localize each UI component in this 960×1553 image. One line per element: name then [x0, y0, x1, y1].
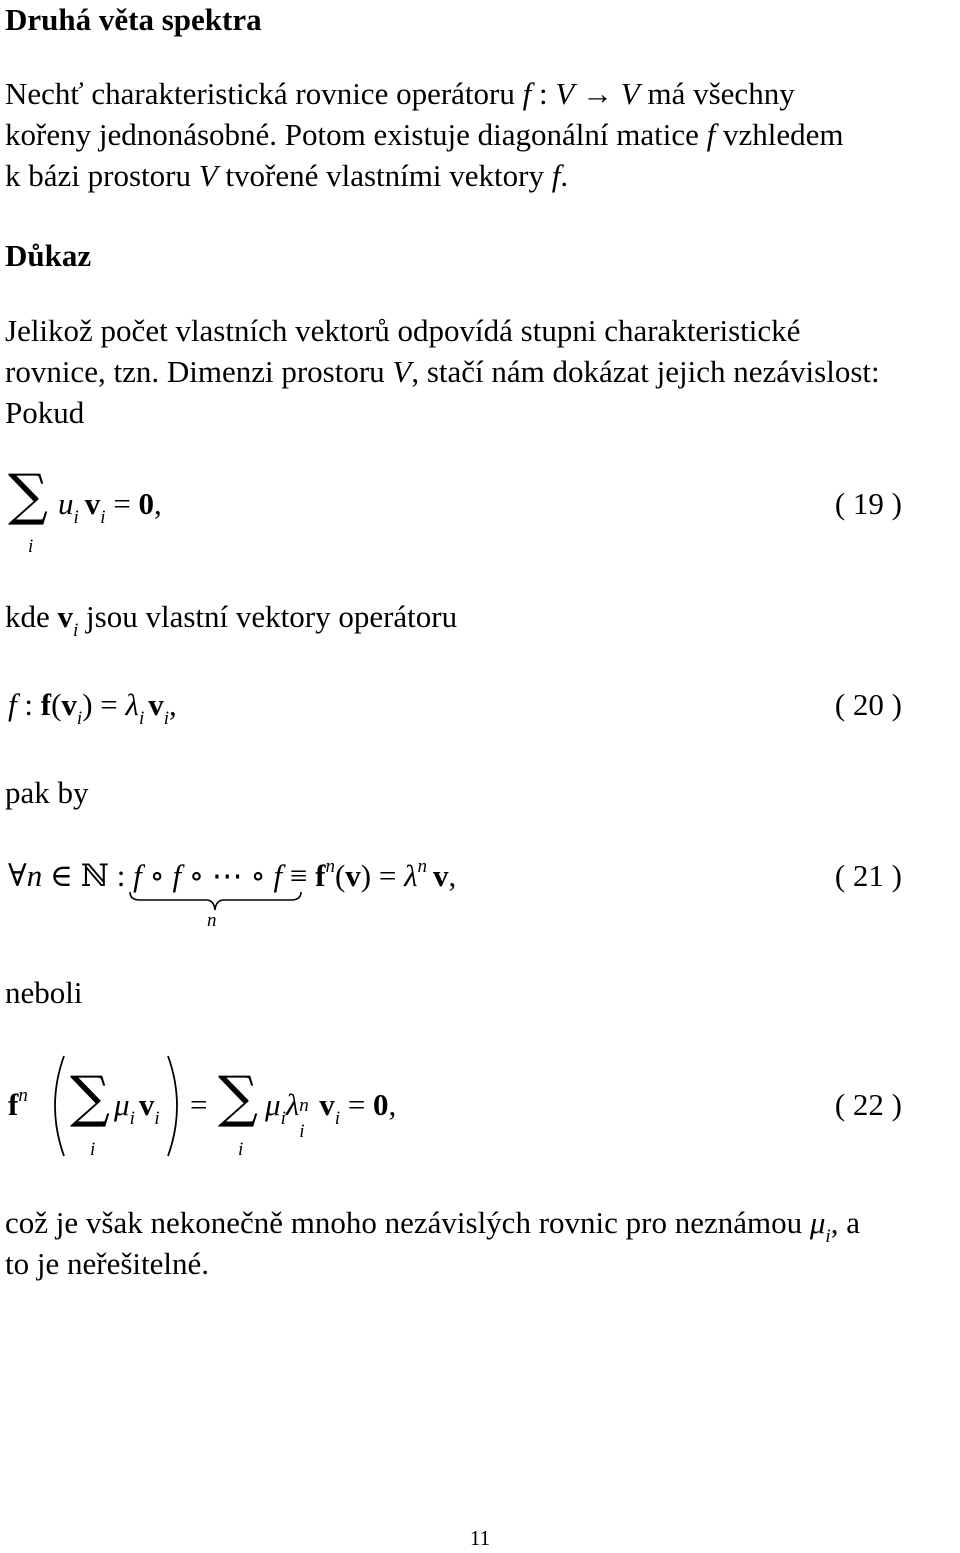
equation-22-left-term: $\mu_i$ $v_i$: [114, 1087, 160, 1129]
proof-title: Důkaz: [5, 238, 92, 273]
equation-22-number: ( 22 ): [834, 1087, 902, 1122]
sum-index-2: i: [238, 1139, 244, 1160]
text-pak-by: pak by: [5, 775, 89, 810]
sum-index: i: [28, 536, 34, 557]
theorem-line-2: kořeny jednonásobné. Potom existuje diagonální matice f vzhledem: [5, 116, 844, 152]
sum-symbol: ∑: [8, 463, 48, 528]
equation-22-right-term: $\mu_i\lambda$ n i $v_i = 0$,: [265, 1087, 397, 1142]
conclusion-line-1: což je však nekonečně mnoho nezávislých rovnic pro neznámou $\mu_i$, a: [5, 1205, 860, 1247]
conclusion: [5, 1203, 940, 1285]
equation-22-f: $f^n$: [8, 1085, 28, 1122]
left-paren: [40, 1053, 70, 1159]
equation-19-body: $u_i$ $v_i = 0$,: [58, 486, 162, 528]
theorem-title: Druhá věta spektra: [5, 2, 262, 37]
text-neboli: neboli: [5, 975, 83, 1010]
sum-index-1: i: [90, 1139, 96, 1160]
equation-20-number: ( 20 ): [834, 687, 902, 722]
theorem-line-1: Nechť charakteristická rovnice operátoru f : V → V má všechny: [5, 76, 795, 111]
proof-text: [5, 311, 940, 434]
conclusion-line-2: to je neřešitelné.: [5, 1245, 209, 1281]
underbrace-label: n: [207, 910, 217, 931]
sum-symbol-2: ∑: [218, 1065, 258, 1130]
theorem-statement: [5, 74, 940, 197]
proof-line-2: rovnice, tzn. Dimenzi prostoru V, stačí nám dokázat jejich nezávislost:: [5, 353, 880, 389]
page-number: 11: [469, 1526, 491, 1550]
equation-21-body: ∀n ∈ ℕ : f ∘ f ∘ ⋯ ∘ $f \equiv f^n(v) = \lambda^n$ v,: [8, 856, 457, 893]
proof-line-3: Pokud: [5, 394, 85, 430]
sum-symbol-1: ∑: [70, 1065, 110, 1130]
theorem-line-3: k bázi prostoru V tvořené vlastními vektory f.: [5, 157, 569, 193]
proof-line-1: Jelikož počet vlastních vektorů odpovídá stupni charakteristické: [5, 313, 801, 348]
equation-22-equals: =: [190, 1087, 208, 1122]
equation-19-number: ( 19 ): [834, 486, 902, 521]
equation-20-body: f : $f(v_i) = \lambda_i$ $v_i$,: [8, 687, 177, 729]
equation-21-number: ( 21 ): [834, 858, 902, 893]
right-paren: [162, 1053, 192, 1159]
text-kde: kde $v_i$ jsou vlastní vektory operátoru: [5, 599, 458, 641]
